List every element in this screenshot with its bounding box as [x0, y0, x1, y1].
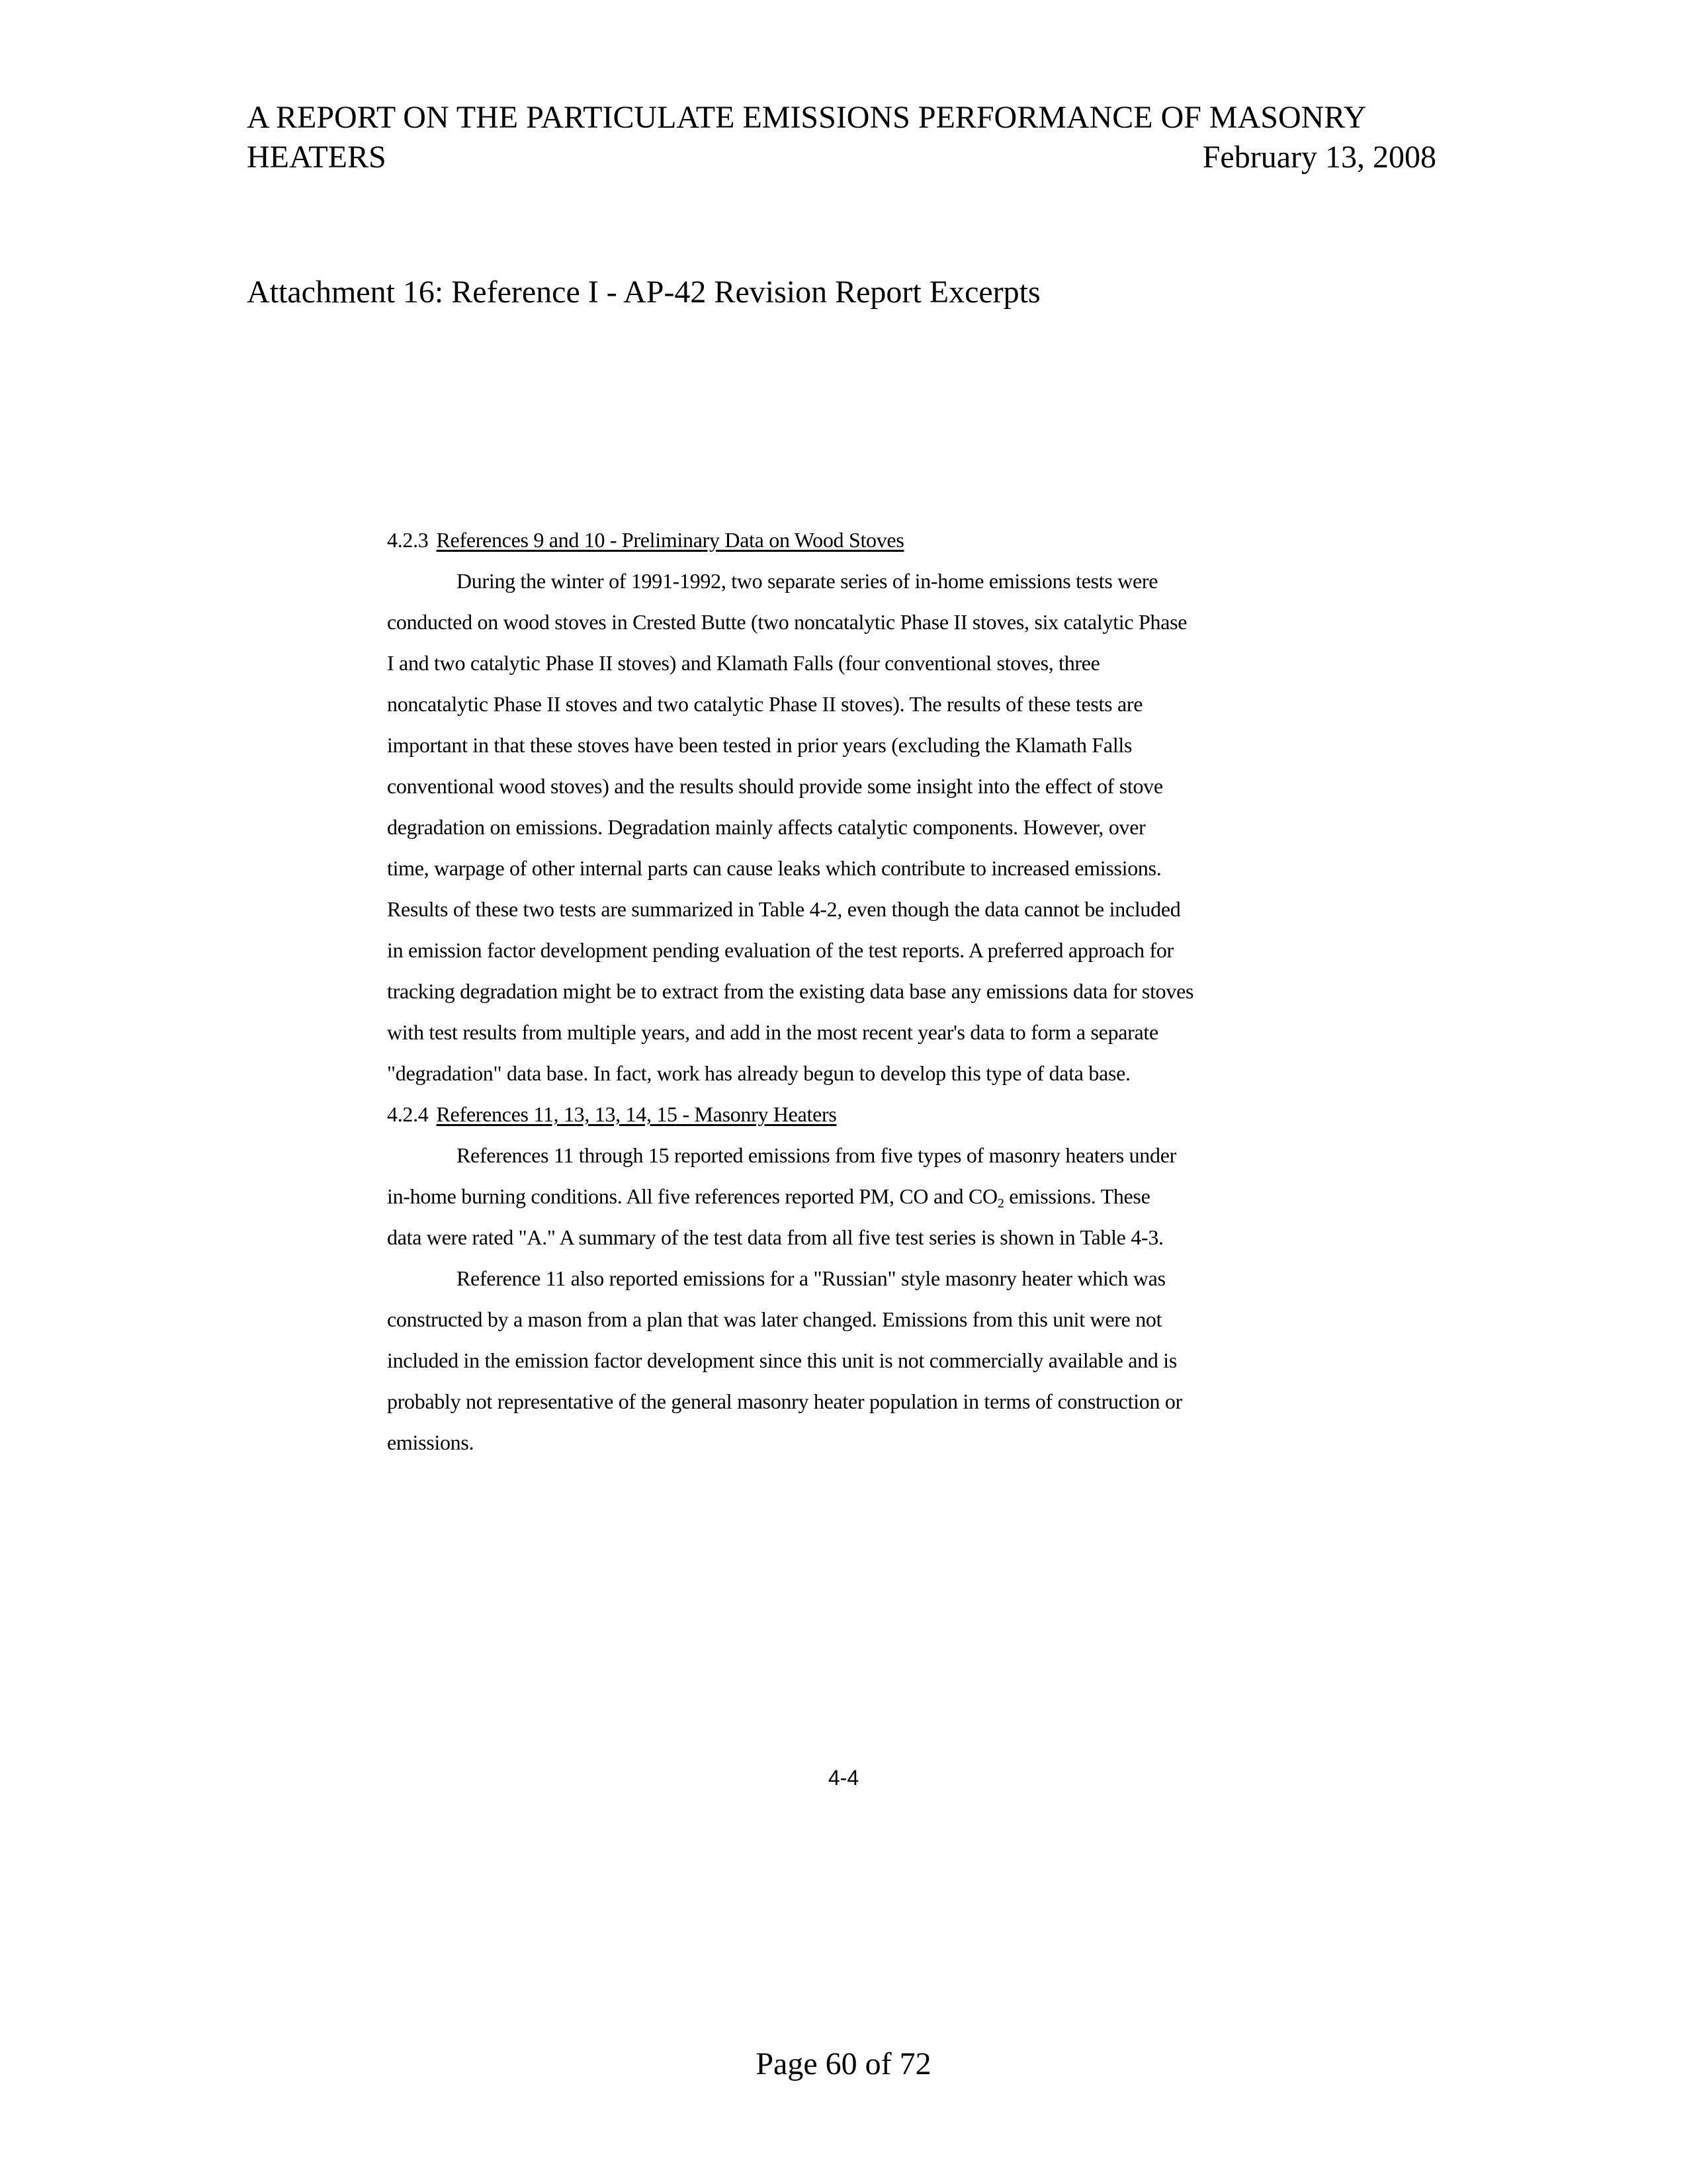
report-title-line1: A REPORT ON THE PARTICULATE EMISSIONS PERFORMANCE OF MASONRY	[247, 100, 1367, 135]
section-423-paragraph	[387, 560, 1307, 1094]
paragraph-line	[387, 1176, 1307, 1217]
section-number: 4.2.3	[387, 528, 429, 552]
paragraph-line: Reference 11 also reported emissions for a "Russian" style masonry heater which was	[456, 1266, 1166, 1290]
paragraph-line: probably not representative of the general masonry heater population in terms of construction or	[387, 1389, 1182, 1413]
paragraph-line: emissions.	[387, 1430, 474, 1454]
paragraph-line: Results of these two tests are summarized in Table 4-2, even though the data cannot be included	[387, 897, 1181, 921]
section-title: References 11, 13, 13, 14, 15 - Masonry Heaters	[436, 1102, 837, 1126]
paragraph-line: References 11 through 15 reported emissions from five types of masonry heaters under	[456, 1143, 1176, 1167]
section-number: 4.2.4	[387, 1102, 429, 1126]
paragraph-line: conventional wood stoves) and the results should provide some insight into the effect of stove	[387, 774, 1163, 798]
subscript: 2	[997, 1196, 1004, 1211]
paragraph-line: noncatalytic Phase II stoves and two catalytic Phase II stoves). The results of these tests are	[387, 692, 1143, 716]
paragraph-line: important in that these stoves have been tested in prior years (excluding the Klamath Falls	[387, 733, 1133, 757]
paragraph-line: conducted on wood stoves in Crested Butte (two noncatalytic Phase II stoves, six catalytic Phase	[387, 610, 1188, 634]
report-date: February 13, 2008	[1202, 140, 1436, 175]
attachment-title: Attachment 16: Reference I - AP-42 Revision Report Excerpts	[247, 275, 1041, 310]
paragraph-line: "degradation" data base. In fact, work has already begun to develop this type of data base.	[387, 1061, 1131, 1085]
section-title: References 9 and 10 - Preliminary Data on Wood Stoves	[436, 528, 904, 552]
section-heading-423	[387, 519, 1307, 560]
text-run: in-home burning conditions. All five references reported PM, CO and CO	[387, 1184, 998, 1208]
paragraph-line: data were rated "A." A summary of the test data from all five test series is shown in Table 4-3.	[387, 1225, 1164, 1249]
report-title-line2-row	[247, 138, 1436, 177]
paragraph-line: tracking degradation might be to extract from the existing data base any emissions data for stoves	[387, 979, 1194, 1003]
paragraph-line: During the winter of 1991-1992, two separate series of in-home emissions tests were	[456, 569, 1158, 593]
section-424-paragraph-1	[387, 1135, 1307, 1258]
paragraph-line: I and two catalytic Phase II stoves) and Klamath Falls (four conventional stoves, three	[387, 651, 1100, 675]
paragraph-line: time, warpage of other internal parts can cause leaks which contribute to increased emissions.	[387, 856, 1162, 880]
paragraph-line: constructed by a mason from a plan that was later changed. Emissions from this unit were not	[387, 1307, 1162, 1331]
section-heading-424	[387, 1094, 1307, 1135]
report-title-line2: HEATERS	[247, 140, 386, 175]
section-424-paragraph-2	[387, 1258, 1307, 1463]
paragraph-line: in emission factor development pending evaluation of the test reports. A preferred approach for	[387, 938, 1174, 962]
inner-page-number: 4-4	[828, 1766, 859, 1790]
excerpt-body	[387, 519, 1307, 1463]
paragraph-line: degradation on emissions. Degradation mainly affects catalytic components. However, over	[387, 815, 1146, 839]
text-run: emissions. These	[1004, 1184, 1150, 1208]
page-footer: Page 60 of 72	[756, 2046, 931, 2081]
paragraph-line: included in the emission factor development since this unit is not commercially available and is	[387, 1348, 1177, 1372]
paragraph-line: with test results from multiple years, and add in the most recent year's data to form a separate	[387, 1020, 1158, 1044]
